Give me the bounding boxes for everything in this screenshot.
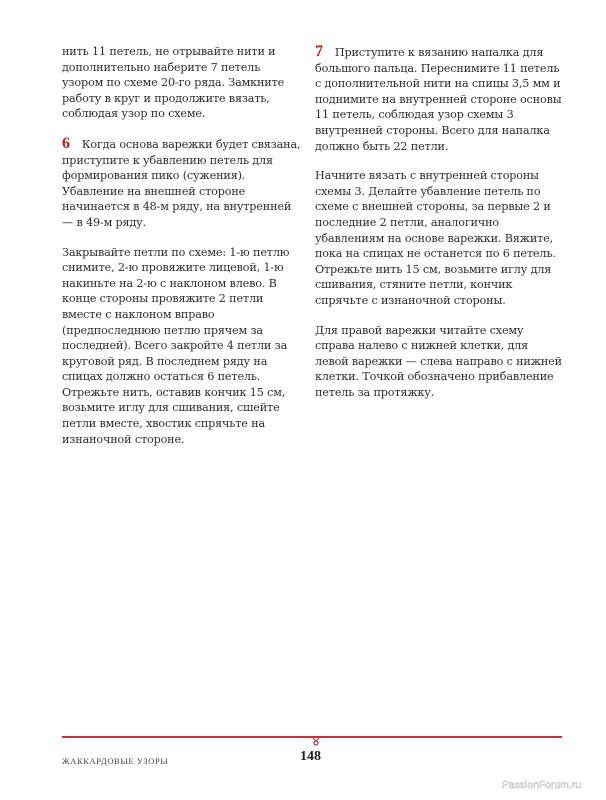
paragraph-reading-chart: Для правой варежки читайте схему справа налево с нижней клетки, для левой варежки — слева направо с нижней клетки. Точкой обозначено прибавление петель за протяжку. — [315, 323, 562, 399]
step-6-paragraph — [62, 136, 302, 231]
step-7-paragraph — [315, 44, 563, 154]
left-column — [62, 44, 302, 461]
step-text: Когда основа варежки будет связана, приступите к убавлению петель для формирования пико (сужения). Убавление на внешней стороне начинается в 48-м ряду, на внутренней — в 49-м ряду. — [62, 137, 301, 229]
ornament-icon — [312, 738, 320, 746]
page-number: 148 — [300, 749, 321, 764]
paragraph-continuation: нить 11 петель, не отрывайте нити и дополнительно наберите 7 петель узором по схеме 20-го ряда. Замкните работу в круг и продолжите вязать, соблюдая узор по схеме. — [62, 45, 285, 121]
watermark: PassionForum.ru — [502, 780, 582, 791]
step-number: 6 — [62, 134, 70, 152]
paragraph-closing-stitches: Закрывайте петли по схеме: 1-ю петлю снимите, 2-ю провяжите лицевой, 1-ю накиньте на 2-ю с наклоном влево. В конце стороны провяжите 2 петли вместе с наклоном вправо (предпоследнюю петлю прячем за последней). Всего закройте 4 петли за круговой ряд. В последнем ряду на спицах должно остаться 6 петель. Отрежьте нить, оставив кончик 15 см, возьмите иглу для сшивания, сшейте петли вместе, хвостик спрячьте на изнаночной стороне. — [62, 245, 290, 446]
right-column — [315, 44, 563, 414]
step-number: 7 — [315, 43, 323, 60]
section-title: ЖАККАРДОВЫЕ УЗОРЫ — [62, 756, 169, 766]
paragraph-thumb-decrease: Начните вязать с внутренней стороны схемы 3. Делайте убавление петель по схеме с внешней стороны, за первые 2 и последние 2 петли, аналогично убавлениям на основе варежки. Вяжите, пока на спицах не останется по 6 петель. Отрежьте нить 15 см, возьмите иглу для сшивания, стяните петли, кончик спрячьте с изнаночной стороны. — [315, 169, 556, 307]
step-text: Приступите к вязанию напалка для большого пальца. Переснимите 11 петель с дополнительной нити на спицы 3,5 мм и поднимите на внутренней стороне основы 11 петель, соблюдая узор схемы 3 внутренней стороны. Всего для напалка должно быть 22 петли. — [315, 46, 562, 153]
